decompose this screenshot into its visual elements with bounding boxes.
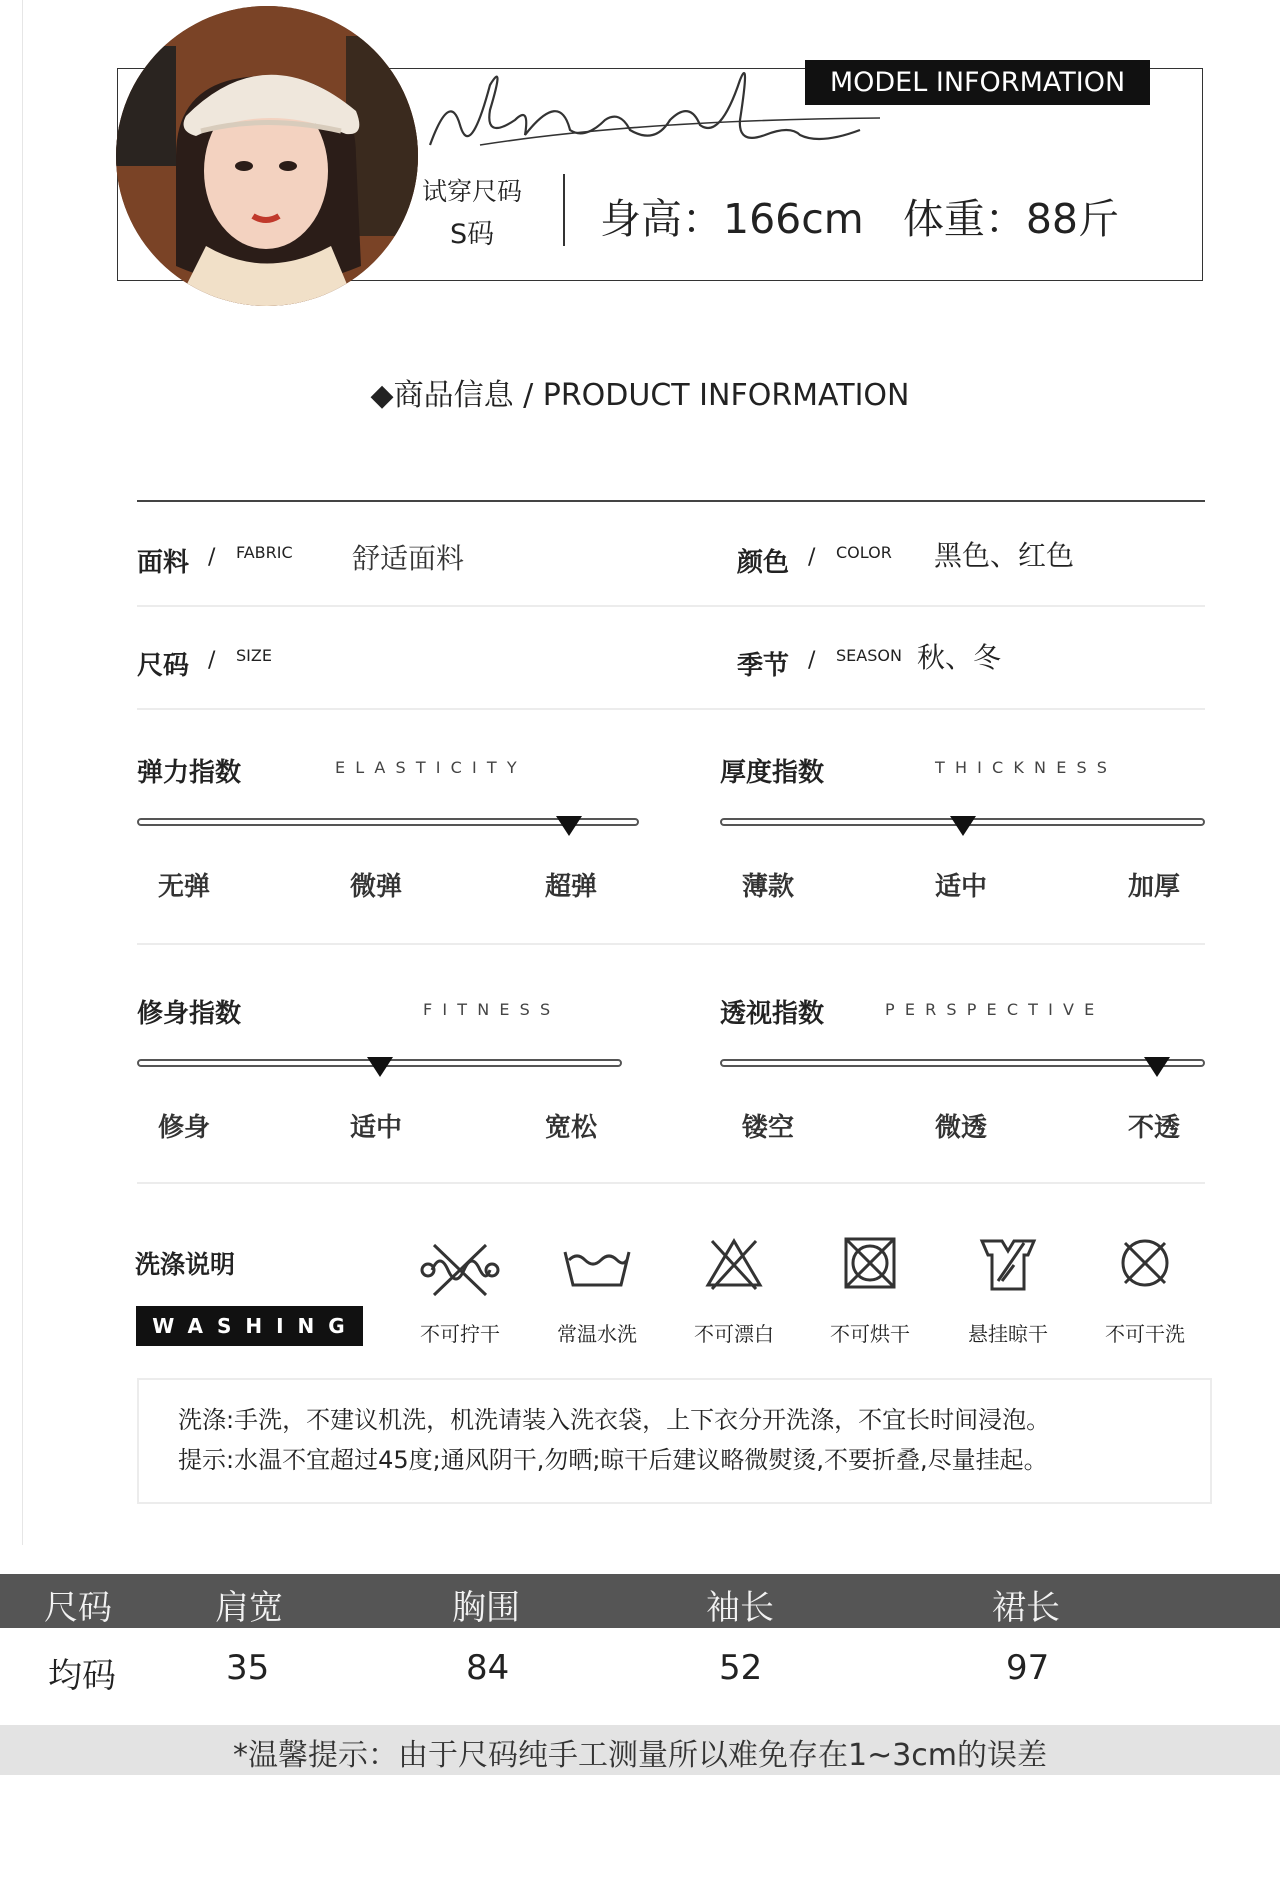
thickness-scale-mid: 适中 [935, 872, 988, 902]
perspective-scale-mid: 微透 [935, 1113, 988, 1143]
perspective-marker [1144, 1057, 1170, 1077]
model-information-badge: MODEL INFORMATION [805, 60, 1150, 105]
row-divider [137, 708, 1205, 710]
thickness-title: 厚度指数 [720, 758, 825, 788]
row-divider [137, 1182, 1205, 1184]
fitness-scale-low: 修身 [158, 1113, 211, 1143]
no-tumble-dry-icon [830, 1235, 910, 1295]
fitness-marker [367, 1057, 393, 1077]
perspective-title: 透视指数 [720, 999, 825, 1029]
perspective-en: P E R S P E C T I V E [885, 1000, 1095, 1019]
thickness-en: T H I C K N E S S [935, 758, 1107, 777]
normal-temp-wash-icon [557, 1240, 637, 1300]
season-value: 秋、冬 [917, 641, 1002, 674]
washing-note-line-1: 洗涤:手洗，不建议机洗，机洗请装入洗衣袋，上下衣分开洗涤，不宜长时间浸泡。 [178, 1406, 1051, 1434]
top-rule [137, 500, 1205, 502]
fitness-title: 修身指数 [137, 999, 242, 1029]
slash: / [208, 545, 216, 570]
no-wring-label: 不可拧干 [420, 1322, 500, 1346]
model-avatar [116, 6, 418, 306]
elasticity-title: 弹力指数 [137, 758, 242, 788]
season-en-label: SEASON [836, 646, 902, 665]
washing-note-line-2: 提示:水温不宜超过45度;通风阴干,勿晒;晾干后建议略微熨烫,不要折叠,尽量挂起。 [178, 1446, 1048, 1474]
size-table-cell-bust: 84 [466, 1648, 510, 1688]
normal-temp-wash-label: 常温水洗 [557, 1322, 637, 1346]
model-height-weight: 身高：166cm 体重：88斤 [600, 195, 1120, 243]
fitness-scale-mid: 适中 [350, 1113, 403, 1143]
washing-badge: WASHING [136, 1306, 363, 1346]
perspective-track [720, 1059, 1205, 1067]
no-dry-clean-label: 不可干洗 [1105, 1322, 1185, 1346]
slash: / [808, 648, 816, 673]
fabric-en-label: FABRIC [236, 543, 293, 562]
perspective-scale-low: 镂空 [742, 1113, 795, 1143]
color-label: 颜色 [737, 548, 790, 578]
size-table-header-skirt: 裙长 [992, 1588, 1060, 1628]
fitness-scale-high: 宽松 [545, 1113, 598, 1143]
size-table-header-sleeve: 袖长 [706, 1588, 774, 1628]
row-divider [137, 605, 1205, 607]
elasticity-scale-mid: 微弹 [350, 872, 403, 902]
no-bleach-icon [694, 1235, 774, 1295]
no-dry-clean-icon [1105, 1235, 1185, 1295]
elasticity-scale-low: 无弹 [158, 872, 211, 902]
size-table-cell-sleeve: 52 [719, 1648, 763, 1688]
try-size-value: S码 [450, 219, 495, 250]
color-value: 黑色、红色 [934, 539, 1075, 572]
hang-dry-label: 悬挂晾干 [968, 1322, 1048, 1346]
size-label: 尺码 [137, 651, 190, 681]
elasticity-scale-high: 超弹 [545, 872, 598, 902]
row-divider [137, 943, 1205, 945]
fabric-label: 面料 [137, 548, 190, 578]
washing-title: 洗涤说明 [135, 1250, 236, 1279]
hang-dry-icon [968, 1235, 1048, 1295]
left-guide-line [22, 0, 23, 1545]
size-en-label: SIZE [236, 646, 272, 665]
size-table-header-shoulder: 肩宽 [215, 1588, 283, 1628]
product-info-title: ◆商品信息 / PRODUCT INFORMATION [370, 378, 910, 413]
no-wring-icon [420, 1240, 500, 1300]
size-table-header [0, 1574, 1280, 1628]
elasticity-en: E L A S T I C I T Y [335, 758, 517, 777]
slash: / [808, 545, 816, 570]
size-table-header-bust: 胸围 [452, 1588, 520, 1628]
fabric-value: 舒适面料 [352, 542, 465, 575]
thickness-scale-low: 薄款 [742, 872, 795, 902]
fitness-en: F I T N E S S [423, 1000, 551, 1019]
signature-graphic [420, 50, 890, 160]
slash: / [208, 648, 216, 673]
no-bleach-label: 不可漂白 [694, 1322, 774, 1346]
elasticity-marker [556, 816, 582, 836]
size-table-cell-size: 均码 [48, 1656, 116, 1696]
thickness-marker [950, 816, 976, 836]
size-table-cell-skirt: 97 [1006, 1648, 1050, 1688]
measurement-tip: *温馨提示：由于尺码纯手工测量所以难免存在1~3cm的误差 [232, 1738, 1048, 1773]
no-tumble-dry-label: 不可烘干 [830, 1322, 910, 1346]
size-table-header-size: 尺码 [44, 1588, 112, 1628]
try-size-label: 试穿尺码 [422, 177, 523, 206]
color-en-label: COLOR [836, 543, 892, 562]
season-label: 季节 [737, 651, 790, 681]
perspective-scale-high: 不透 [1128, 1113, 1181, 1143]
model-divider [563, 174, 565, 246]
size-table-cell-shoulder: 35 [226, 1648, 270, 1688]
thickness-scale-high: 加厚 [1128, 872, 1181, 902]
